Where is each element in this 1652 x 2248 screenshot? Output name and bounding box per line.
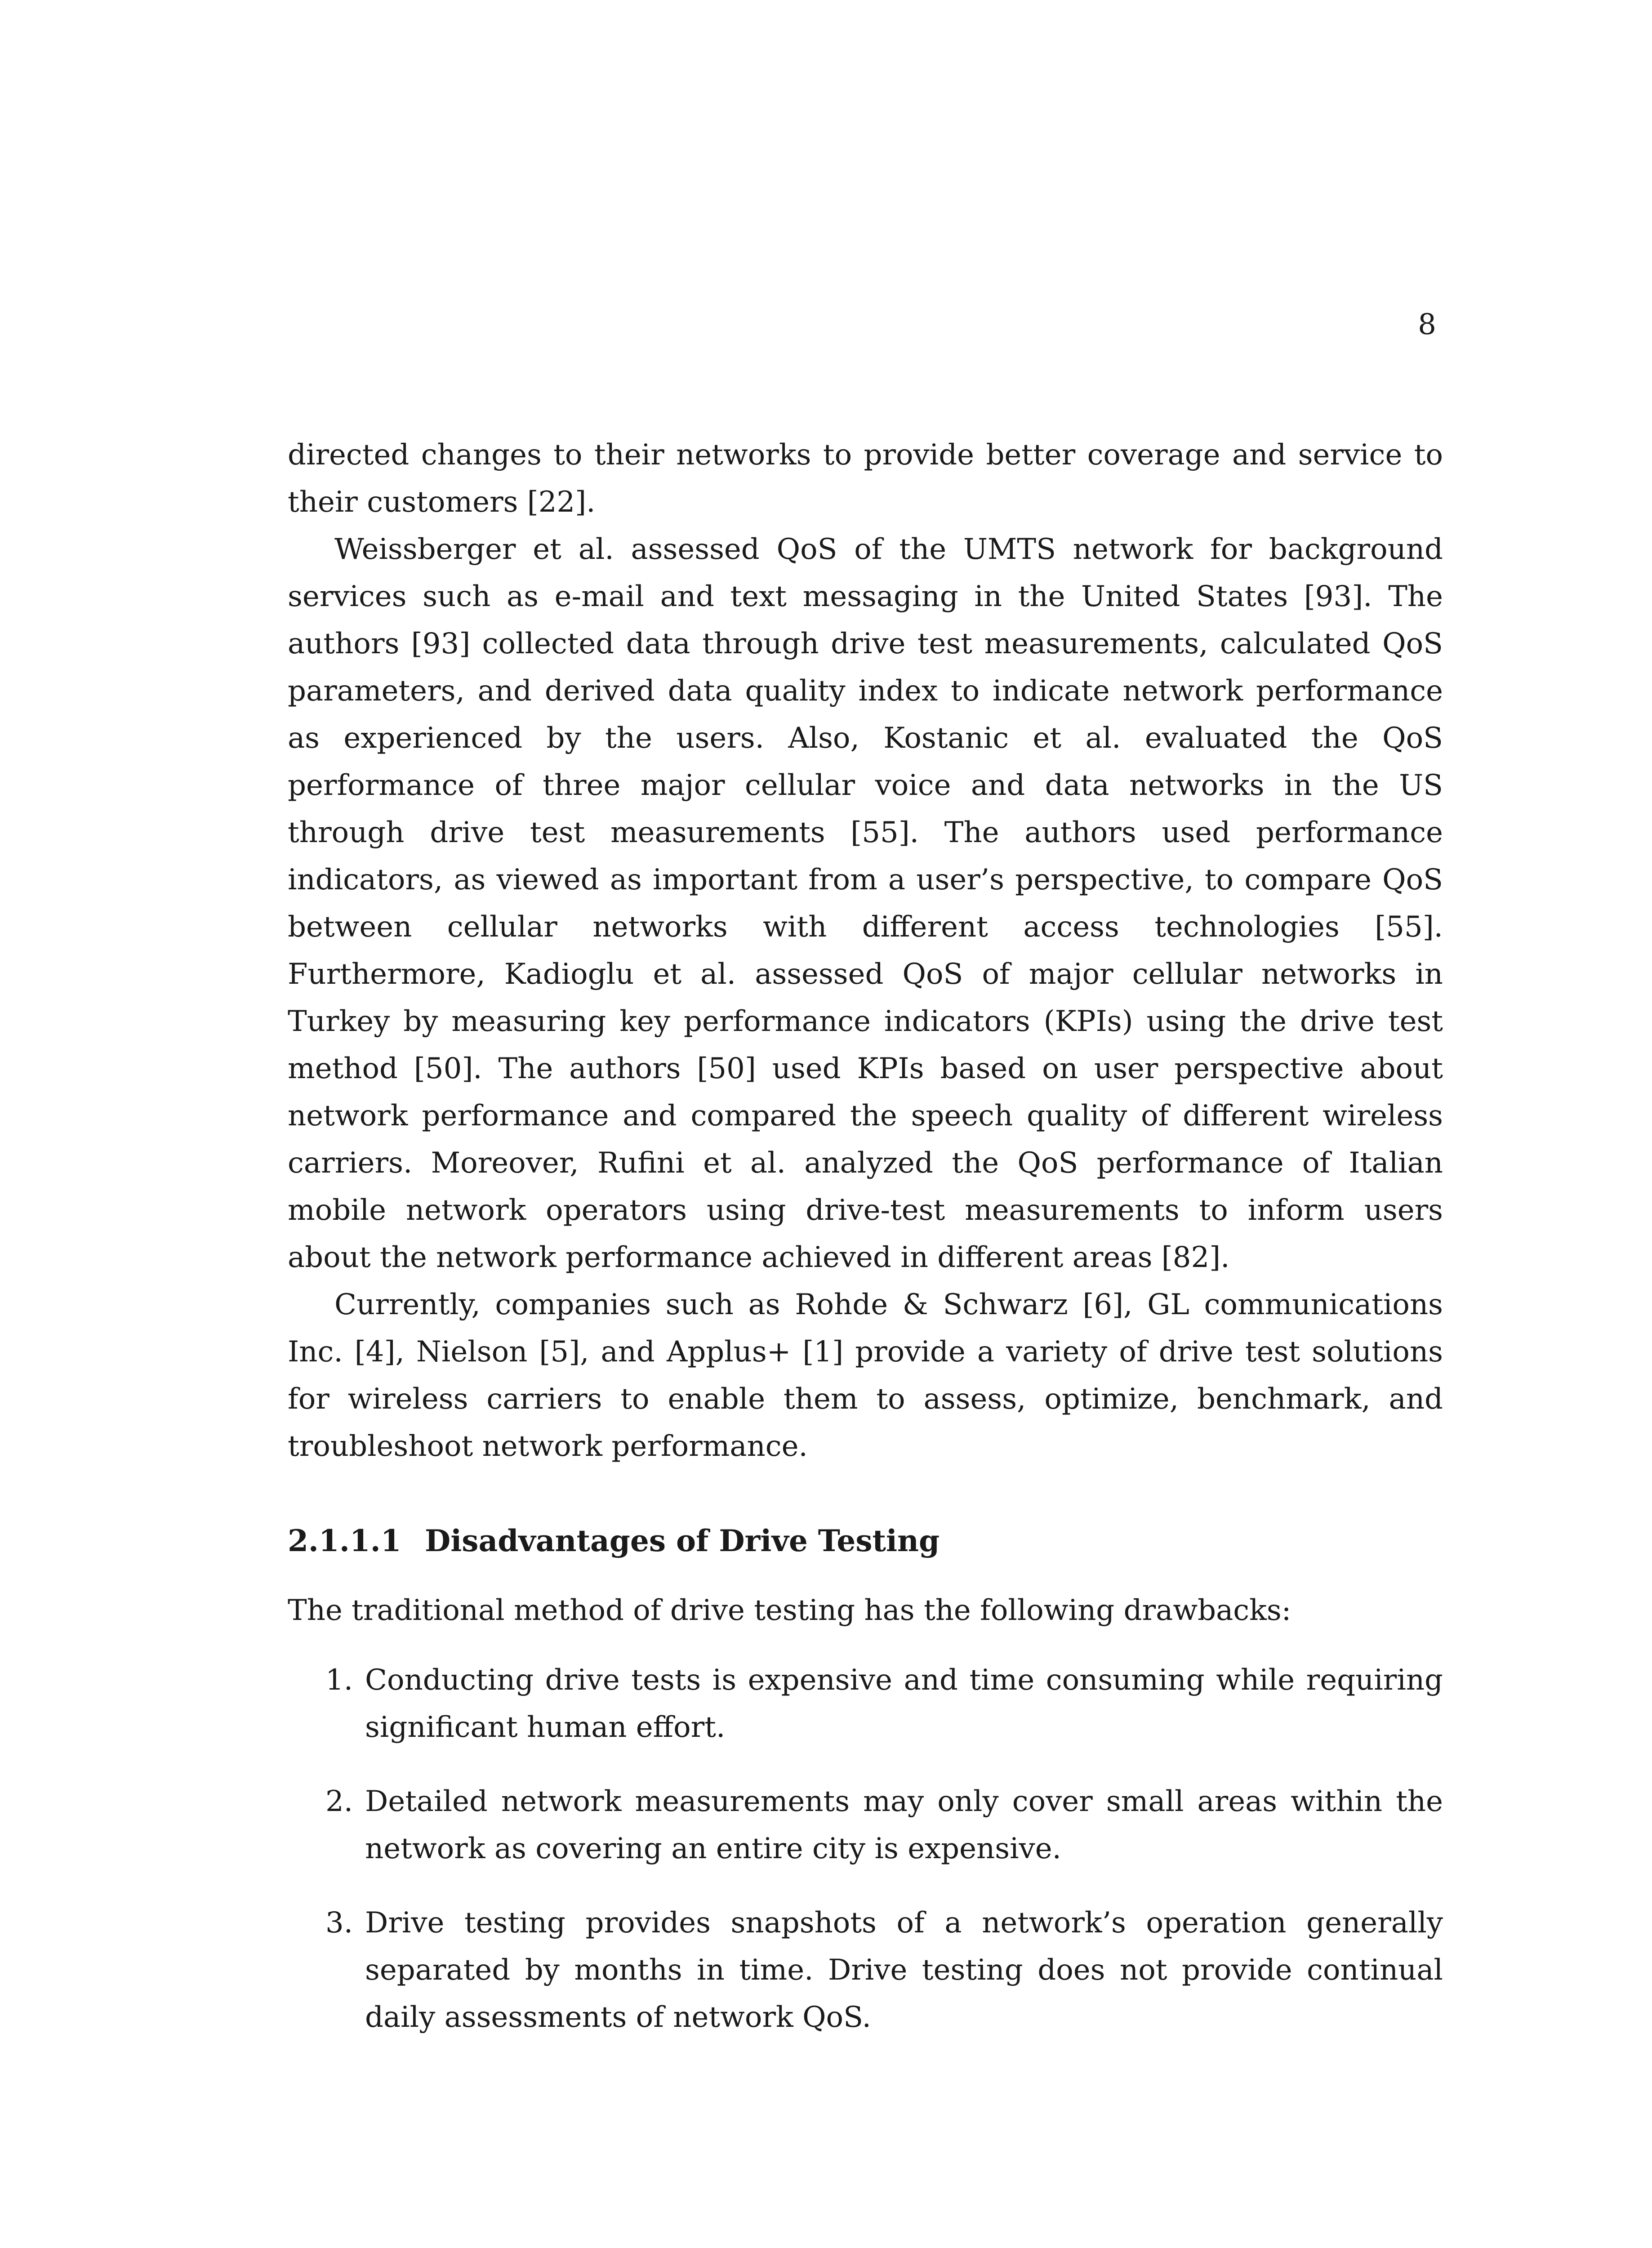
page-number: 8 bbox=[1418, 308, 1436, 341]
list-item bbox=[288, 1657, 1443, 1751]
page-body bbox=[288, 432, 1443, 2068]
drawbacks-intro: The traditional method of drive testing has the following drawbacks: bbox=[288, 1594, 1291, 1627]
section-title: Disadvantages of Drive Testing bbox=[425, 1523, 940, 1558]
list-item-marker: 2. bbox=[325, 1785, 353, 1818]
drawbacks-list bbox=[288, 1657, 1443, 2041]
paragraph-continuation: directed changes to their networks to provide better coverage and service to their customers [22]. bbox=[288, 438, 1443, 519]
paragraph-drive-test-companies: Currently, companies such as Rohde & Schwarz [6], GL communications Inc. [4], Nielson [5], and Applus+ [1] provide a variety of drive test solutions for wireless carriers to enable them to assess, optimize, benchmark, and troubleshoot network performance. bbox=[288, 1288, 1443, 1463]
list-item-text: Conducting drive tests is expensive and time consuming while requiring significant human effort. bbox=[365, 1664, 1443, 1744]
list-item bbox=[288, 1900, 1443, 2041]
paragraph-drive-test-studies: Weissberger et al. assessed QoS of the UMTS network for background services such as e-mail and text messaging in the United States [93]. The authors [93] collected data through drive test measurements, calculated QoS parameters, and derived data quality index to indicate network performance as experienced by the users. Also, Kostanic et al. evaluated the QoS performance of three major cellular voice and data networks in the US through drive test measurements [55]. The authors used performance indicators, as viewed as important from a user’s perspective, to compare QoS between cellular networks with different access technologies [55]. Furthermore, Kadioglu et al. assessed QoS of major cellular networks in Turkey by measuring key performance indicators (KPIs) using the drive test method [50]. The authors [50] used KPIs based on user perspective about network performance and compared the speech quality of different wireless carriers. Moreover, Rufini et al. analyzed the QoS performance of Italian mobile network operators using drive-test measurements to inform users about the network performance achieved in different areas [82]. bbox=[288, 533, 1443, 1274]
list-item-marker: 3. bbox=[325, 1906, 353, 1940]
list-item-text: Detailed network measurements may only cover small areas within the network as covering an entire city is expensive. bbox=[365, 1785, 1443, 1865]
list-item-marker: 1. bbox=[325, 1664, 353, 1697]
list-item bbox=[288, 1778, 1443, 1873]
list-item-text: Drive testing provides snapshots of a network’s operation generally separated by months in time. Drive testing does not provide continual daily assessments of network QoS. bbox=[365, 1906, 1443, 2034]
section-number: 2.1.1.1 bbox=[288, 1523, 401, 1558]
section-heading bbox=[288, 1517, 1443, 1565]
